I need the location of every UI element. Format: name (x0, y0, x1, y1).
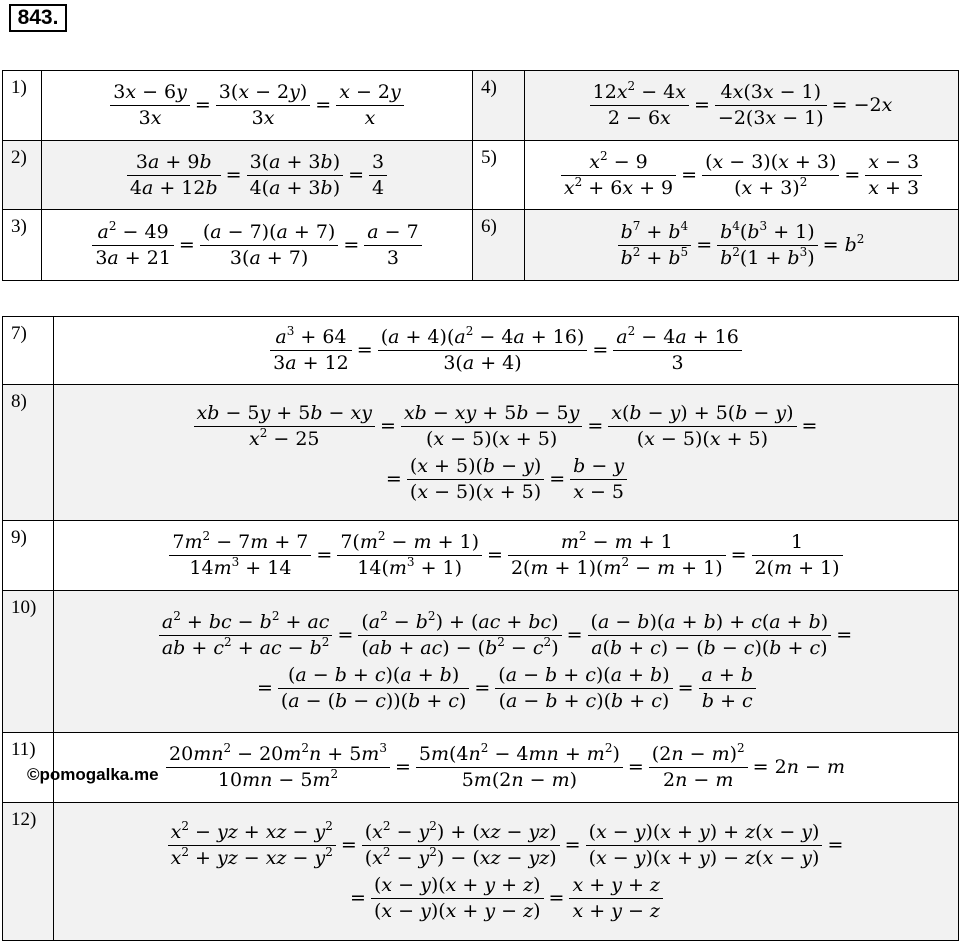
expression-9: $\frac{7m^2 - 7m + 7}{14m^3 + 14}$ = $\frac{7(m^2 - m + 1)}{14(m^3 + 1)}$ = $\frac{m^2 - m + 1}{2(m + 1)(m^2 - m + 1)}$ = $\frac{1}{2(m + 1)}$ (54, 521, 959, 591)
row-label: 3) (3, 210, 42, 281)
expression-8: $\frac{xb - 5y + 5b - xy}{x^2 - 25}$ = $\frac{xb - xy + 5b - 5y}{(x - 5)(x + 5)}$ = $\frac{x(b - y) + 5(b - y)}{(x - 5)(x + 5)}$ = = $\frac{(x + 5)(b - y)}{(x - 5)(x + 5)}$ = $\frac{b - y}{x - 5}$ (54, 385, 959, 521)
problem-number: 843. (9, 4, 67, 32)
expression-12: $\frac{x^2 - yz + xz - y^2}{x^2 + yz - xz - y^2}$ = $\frac{(x^2 - y^2) + (xz - yz)}{(x^2 - y^2) - (xz - yz)}$ = $\frac{(x - y)(x + y) + z(x - y)}{(x - y)(x + y) - z(x - y)}$ = = $\frac{(x - y)(x + y + z)}{(x - y)(x + y - z)}$ = $\frac{x + y + z}{x + y - z}$ (54, 803, 959, 941)
row-label: 1) (3, 71, 42, 141)
row-label: 4) (473, 71, 525, 141)
expression-5: $\frac{x^2 - 9}{x^2 + 6x + 9}$ = $\frac{(x - 3)(x + 3)}{(x + 3)^2}$ = $\frac{x - 3}{x + 3}$ (525, 141, 959, 210)
row-label: 5) (473, 141, 525, 210)
row-label: 7) (3, 317, 54, 385)
bottom-table (2, 316, 959, 941)
row-label: 11) (3, 733, 54, 803)
expression-4: $\frac{12x^2 - 4x}{2 - 6x}$ = $\frac{4x(3x - 1)}{-2(3x - 1)}$ = −2x (525, 71, 959, 141)
expression-2: $\frac{3a + 9b}{4a + 12b}$ = $\frac{3(a + 3b)}{4(a + 3b)}$ = $\frac{3}{4}$ (42, 141, 473, 210)
expression-6: $\frac{b^7 + b^4}{b^2 + b^5}$ = $\frac{b^4(b^3 + 1)}{b^2(1 + b^3)}$ = $b^2$ (525, 210, 959, 281)
expression-10: $\frac{a^2 + bc - b^2 + ac}{ab + c^2 + ac - b^2}$ = $\frac{(a^2 - b^2) + (ac + bc)}{(ab + ac) - (b^2 - c^2)}$ = $\frac{(a - b)(a + b) + c(a + b)}{a(b + c) - (b - c)(b + c)}$ = = $\frac{(a - b + c)(a + b)}{(a - (b - c))(b + c)}$ = $\frac{(a - b + c)(a + b)}{(a - b + c)(b + c)}$ = $\frac{a + b}{b + c}$ (54, 591, 959, 733)
watermark: ©pomogalka.me (27, 765, 159, 784)
row-label: 10) (3, 591, 54, 733)
row-label: 2) (3, 141, 42, 210)
expression-11: $\frac{20mn^2 - 20m^2n + 5m^3}{10mn - 5m^2}$ = $\frac{5m(4n^2 - 4mn + m^2)}{5m(2n - m)}$ = $\frac{(2n - m)^2}{2n - m}$ = 2n − m (54, 733, 959, 803)
row-label: 9) (3, 521, 54, 591)
row-label: 12) (3, 803, 54, 941)
expression-7: $\frac{a^3 + 64}{3a + 12}$ = $\frac{(a + 4)(a^2 - 4a + 16)}{3(a + 4)}$ = $\frac{a^2 - 4a + 16}{3}$ (54, 317, 959, 385)
row-label: 6) (473, 210, 525, 281)
top-table (2, 70, 959, 281)
row-label: 8) (3, 385, 54, 521)
expression-1: $\frac{3x - 6y}{3x}$ = $\frac{3(x - 2y)}{3x}$ = $\frac{x - 2y}{x}$ (42, 71, 473, 141)
expression-3: $\frac{a^2 - 49}{3a + 21}$ = $\frac{(a - 7)(a + 7)}{3(a + 7)}$ = $\frac{a - 7}{3}$ (42, 210, 473, 281)
